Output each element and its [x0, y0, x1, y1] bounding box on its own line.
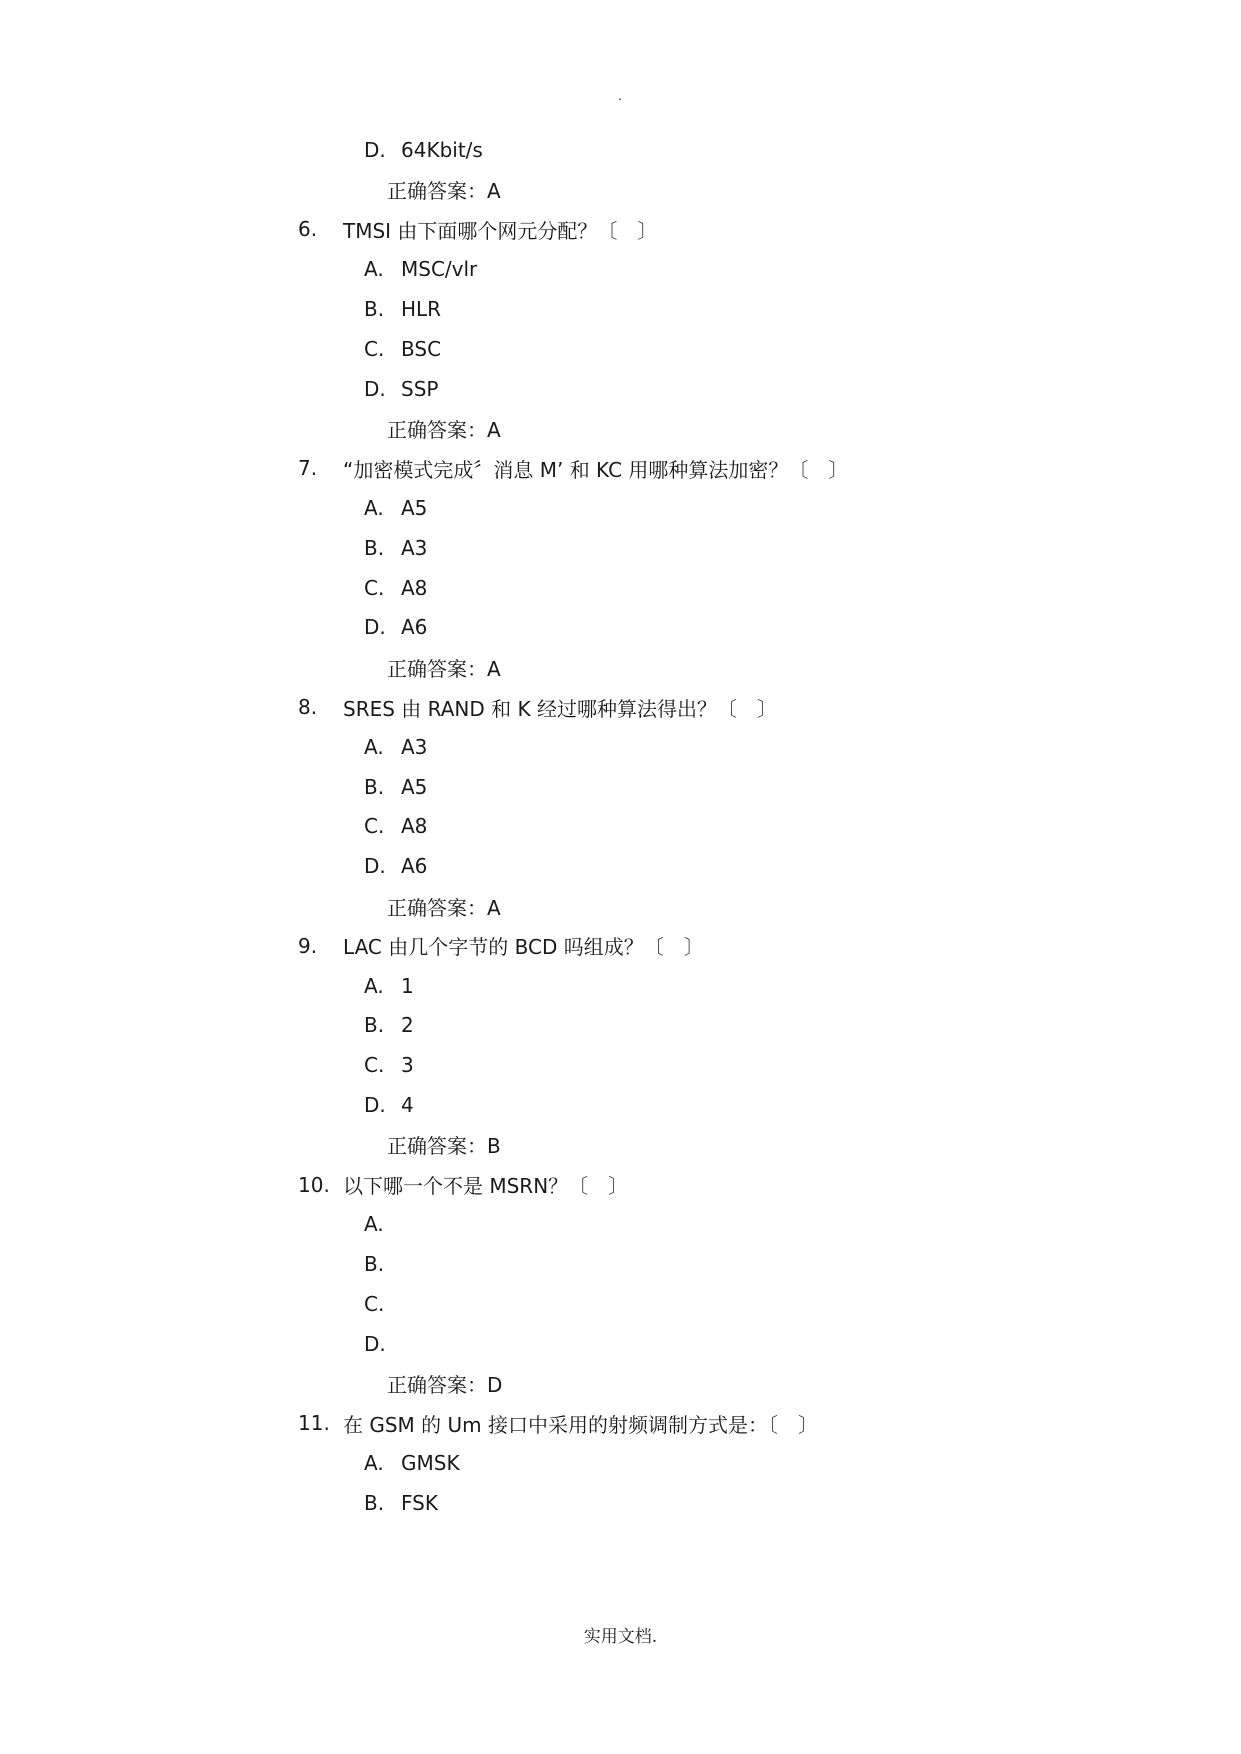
option-text: GMSK: [401, 1451, 460, 1476]
correct-answer: 正确答案：A: [387, 179, 501, 204]
option-letter: B.: [364, 535, 385, 560]
option-text: A6: [401, 854, 428, 879]
option-letter: D.: [364, 376, 386, 401]
option-text: A5: [401, 774, 428, 799]
option-row: [0, 1244, 1241, 1284]
option-letter: B.: [364, 297, 385, 322]
option-row: [0, 1483, 1241, 1523]
correct-answer: 正确答案：A: [387, 656, 501, 681]
option-letter: A.: [364, 496, 384, 521]
answer-row: [0, 647, 1241, 687]
question-list: [0, 130, 1241, 1523]
option-letter: C.: [364, 336, 385, 361]
option-row: [0, 289, 1241, 329]
option-row: [0, 568, 1241, 608]
question-text: 在 GSM 的 Um 接口中采用的射频调制方式是：〔 〕: [343, 1412, 818, 1437]
option-letter: C.: [364, 1053, 385, 1078]
question-text: “加密模式完成〞消息 M’ 和 KC 用哪种算法加密？〔 〕: [343, 457, 849, 482]
option-letter: A.: [364, 1212, 384, 1237]
option-letter: D.: [364, 1093, 386, 1118]
option-text: A8: [401, 814, 428, 839]
option-row: [0, 1324, 1241, 1364]
answer-row: [0, 1125, 1241, 1165]
correct-answer: 正确答案：D: [387, 1373, 503, 1398]
option-letter: C.: [364, 575, 385, 600]
option-row: [0, 369, 1241, 409]
option-row: [0, 329, 1241, 369]
option-row: [0, 608, 1241, 648]
option-text: 3: [401, 1053, 414, 1078]
option-row: [0, 528, 1241, 568]
option-text: FSK: [401, 1490, 438, 1515]
option-row: [0, 249, 1241, 289]
option-text: A8: [401, 575, 428, 600]
question-row: [0, 448, 1241, 488]
question-number: 11.: [298, 1411, 330, 1436]
option-text: A3: [401, 535, 428, 560]
correct-answer: 正确答案：A: [387, 417, 501, 442]
option-text: A3: [401, 734, 428, 759]
question-row: [0, 210, 1241, 250]
question-number: 10.: [298, 1172, 330, 1197]
question-text: SRES 由 RAND 和 K 经过哪种算法得出？〔 〕: [343, 696, 777, 721]
option-letter: D.: [364, 615, 386, 640]
option-row: [0, 807, 1241, 847]
option-letter: B.: [364, 1252, 385, 1277]
option-row: [0, 966, 1241, 1006]
question-number: 8.: [298, 695, 318, 720]
option-row: [0, 1085, 1241, 1125]
option-letter: D.: [364, 854, 386, 879]
option-letter: A.: [364, 257, 384, 282]
page-footer: 实用文档.: [583, 1627, 658, 1647]
option-text: HLR: [401, 297, 442, 322]
option-text: 4: [401, 1093, 414, 1118]
option-row: [0, 130, 1241, 170]
answer-row: [0, 1364, 1241, 1404]
option-letter: A.: [364, 973, 384, 998]
option-letter: B.: [364, 1490, 385, 1515]
option-row: [0, 1045, 1241, 1085]
question-row: [0, 926, 1241, 966]
answer-row: [0, 409, 1241, 449]
correct-answer: 正确答案：B: [387, 1134, 501, 1159]
option-row: [0, 1006, 1241, 1046]
option-row: [0, 767, 1241, 807]
question-row: [0, 1165, 1241, 1205]
option-letter: C.: [364, 1292, 385, 1316]
option-letter: B.: [364, 774, 385, 799]
option-text: A5: [401, 496, 428, 521]
answer-row: [0, 886, 1241, 926]
question-text: LAC 由几个字节的 BCD 吗组成？〔 〕: [343, 935, 704, 960]
option-row: [0, 488, 1241, 528]
question-row: [0, 1404, 1241, 1444]
question-text: 以下哪一个不是 MSRN？〔 〕: [343, 1174, 629, 1199]
question-row: [0, 687, 1241, 727]
option-text: 2: [401, 1013, 414, 1038]
option-letter: A.: [364, 1451, 384, 1476]
question-text: TMSI 由下面哪个网元分配？〔 〕: [343, 218, 658, 243]
option-text: 1: [401, 973, 414, 998]
header-mark: .: [618, 89, 622, 103]
option-text: MSC/vlr: [401, 257, 478, 282]
option-text: 64Kbit/s: [401, 137, 483, 162]
option-row: [0, 1205, 1241, 1245]
option-row: [0, 846, 1241, 886]
option-letter: A.: [364, 734, 384, 759]
option-row: [0, 1284, 1241, 1324]
option-row: [0, 1443, 1241, 1483]
option-text: A6: [401, 615, 428, 640]
question-number: 6.: [298, 217, 318, 242]
correct-answer: 正确答案：A: [387, 895, 501, 920]
option-letter: B.: [364, 1013, 385, 1038]
option-letter: D.: [364, 137, 386, 162]
option-letter: C.: [364, 814, 385, 839]
question-number: 7.: [298, 456, 318, 481]
option-letter: D.: [364, 1331, 386, 1356]
question-number: 9.: [298, 933, 318, 958]
option-row: [0, 727, 1241, 767]
option-text: SSP: [401, 376, 439, 401]
answer-row: [0, 170, 1241, 210]
option-text: BSC: [401, 336, 442, 361]
